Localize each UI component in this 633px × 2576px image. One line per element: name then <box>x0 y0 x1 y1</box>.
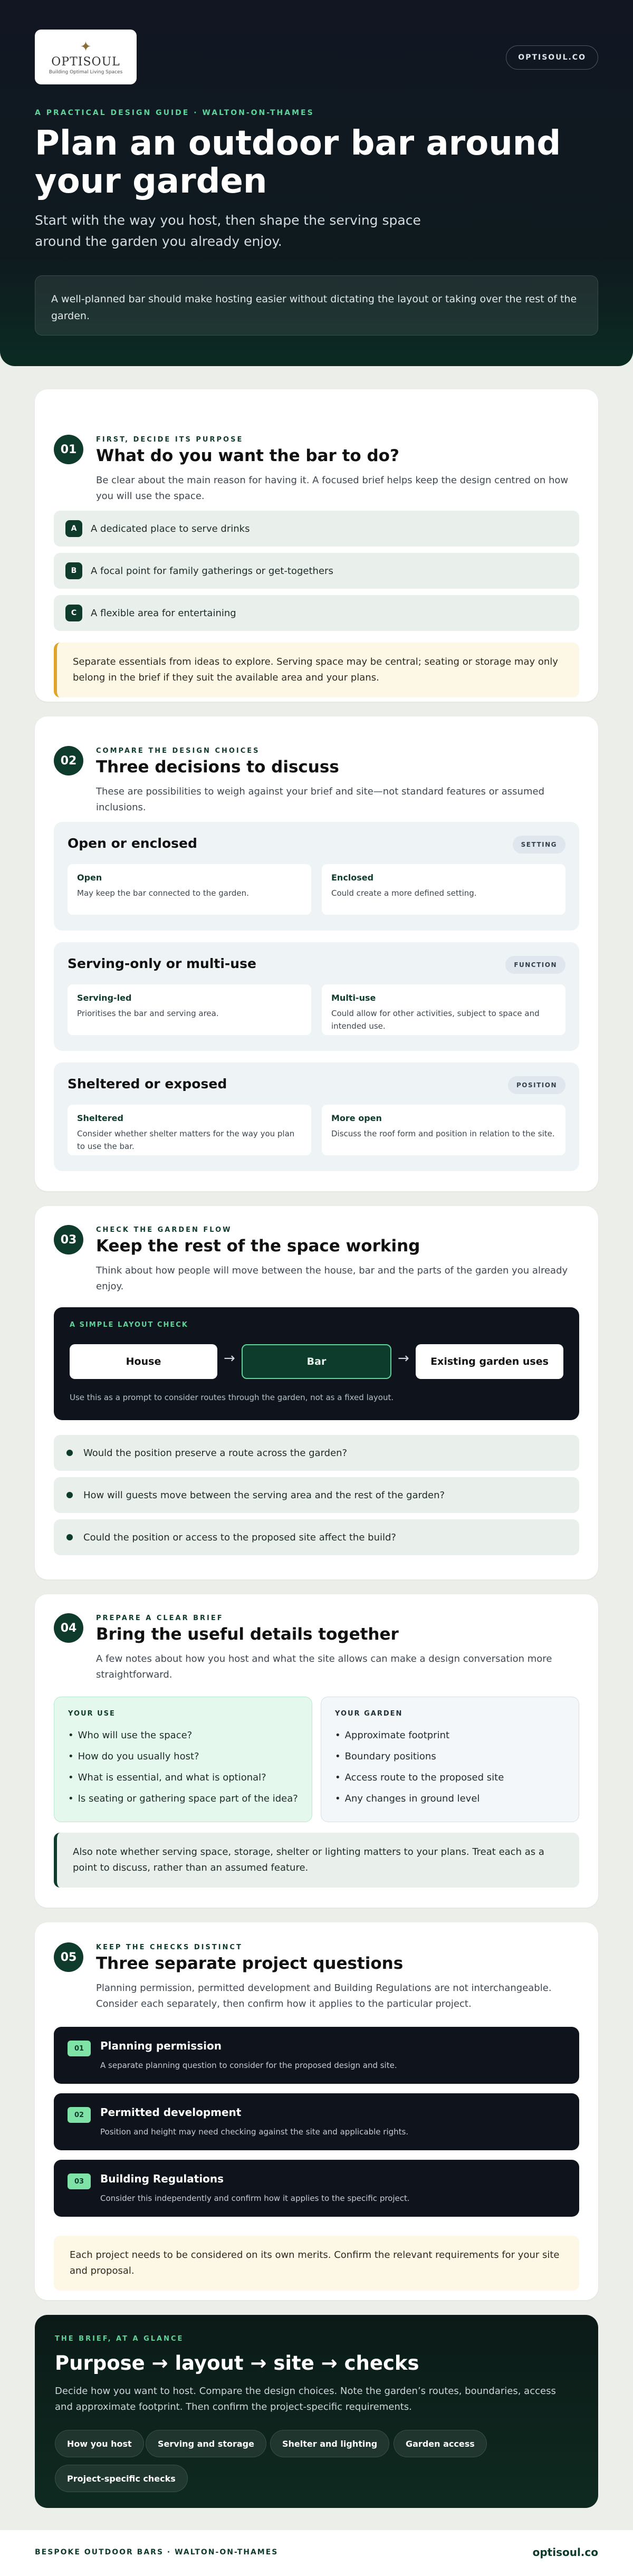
option-heading: Multi-use <box>331 993 376 1003</box>
decision-card <box>54 1062 579 1171</box>
question-card <box>54 2093 579 2150</box>
section-project-questions <box>35 1922 598 2300</box>
option-text: Could create a more defined setting. <box>331 888 477 898</box>
list-item: • Is seating or gathering space part of the idea? <box>68 1788 298 1809</box>
list-item: • Boundary positions <box>335 1746 565 1767</box>
decision-option <box>322 1105 565 1155</box>
decision-card <box>54 822 579 931</box>
decision-title: Open or enclosed <box>68 836 197 851</box>
option-label: A flexible area for entertaining <box>91 607 236 619</box>
glance-text: Decide how you want to host. Compare the design choices. Note the garden’s routes, boundaries, access and approximate footprint. Then confirm the project-specific requirements. <box>55 2386 556 2412</box>
question-text: Position and height may need checking against the site and applicable rights. <box>100 2127 409 2137</box>
callout-note: Each project needs to be considered on its own merits. Confirm the relevant requirements for your site and proposal. <box>54 2236 579 2291</box>
bullet-icon <box>66 1492 73 1498</box>
option-heading: Open <box>77 873 102 883</box>
decision-tag: POSITION <box>508 1076 565 1094</box>
list-item: • What is essential, and what is optional? <box>68 1767 298 1788</box>
brief-at-a-glance <box>35 2315 598 2508</box>
list-item: • How do you usually host? <box>68 1746 298 1767</box>
hero-kicker: A PRACTICAL DESIGN GUIDE · WALTON-ON-THAMES <box>35 109 314 117</box>
brief-columns <box>54 1697 579 1822</box>
decision-title: Serving-only or multi-use <box>68 956 256 971</box>
brand-logo[interactable] <box>35 30 137 84</box>
brand-name: OPTISOUL <box>51 55 120 69</box>
layout-check-note: Use this as a prompt to consider routes through the garden, not as a fixed layout. <box>70 1393 394 1402</box>
check-text: Could the position or access to the proposed site affect the build? <box>83 1531 396 1543</box>
list-item: • Who will use the space? <box>68 1725 298 1746</box>
section-title: Keep the rest of the space working <box>96 1237 420 1256</box>
your-garden-panel <box>321 1697 579 1822</box>
section-lead: Be clear about the main reason for having it. A focused brief helps keep the design centred on how you will use the space. <box>96 475 569 502</box>
section-lead: A few notes about how you host and what the site allows can make a design conversation more straightforward. <box>96 1653 552 1680</box>
list-item: • Approximate footprint <box>335 1725 565 1746</box>
section-lead: Planning permission, permitted development and Building Regulations are not interchangeable. Consider each separately, then confirm how it applies to the particular project. <box>96 1983 552 2009</box>
bullet-icon <box>66 1534 73 1540</box>
decision-option <box>322 864 565 915</box>
question-number: 02 <box>68 2107 91 2123</box>
question-text: Consider this independently and confirm how it applies to the specific project. <box>100 2194 410 2203</box>
decision-card <box>54 942 579 1051</box>
section-decisions <box>35 716 598 1191</box>
section-brief <box>35 1594 598 1908</box>
list-item: • Access route to the proposed site <box>335 1767 565 1788</box>
flow-step-house: House <box>70 1344 217 1379</box>
check-text: Would the position preserve a route across the garden? <box>83 1447 348 1459</box>
section-title: What do you want the bar to do? <box>96 446 399 465</box>
option-label: A focal point for family gatherings or get-togethers <box>91 565 333 577</box>
list-item <box>54 1435 579 1471</box>
list-item <box>54 1477 579 1513</box>
star-icon: ✦ <box>80 39 92 55</box>
footer-tagline: BESPOKE OUTDOOR BARS · WALTON-ON-THAMES <box>35 2548 279 2556</box>
section-number: 02 <box>54 746 83 775</box>
your-use-panel <box>54 1697 312 1822</box>
question-number: 03 <box>68 2173 91 2189</box>
hero-subtitle: Start with the way you host, then shape the serving space around the garden you already enjoy. <box>35 213 421 249</box>
glance-kicker: THE BRIEF, AT A GLANCE <box>55 2335 184 2343</box>
option-text: Prioritises the bar and serving area. <box>77 1009 219 1018</box>
section-garden-flow <box>35 1206 598 1579</box>
site-link-button[interactable]: OPTISOUL.CO <box>506 45 598 70</box>
option-heading: Serving-led <box>77 993 132 1003</box>
arrow-right-icon: → <box>224 1351 235 1366</box>
panel-heading: YOUR USE <box>68 1710 116 1718</box>
section-purpose <box>35 389 598 702</box>
option-text: Consider whether shelter matters for the way you plan to use the bar. <box>77 1129 295 1151</box>
decision-tag: SETTING <box>513 836 565 854</box>
topic-chip: Shelter and lighting <box>270 2430 389 2457</box>
section-kicker: FIRST, DECIDE ITS PURPOSE <box>96 436 244 444</box>
hero-note: A well-planned bar should make hosting easier without dictating the layout or taking over the rest of the garden. <box>35 275 598 336</box>
question-title: Planning permission <box>100 2039 222 2052</box>
panel-heading: YOUR GARDEN <box>335 1710 403 1718</box>
option-text: May keep the bar connected to the garden. <box>77 888 249 898</box>
topic-chip: Project-specific checks <box>55 2465 188 2492</box>
section-lead: Think about how people will move between the house, bar and the parts of the garden you already enjoy. <box>96 1265 568 1292</box>
topic-chip: How you host <box>55 2430 144 2457</box>
topic-chip: Serving and storage <box>146 2430 266 2457</box>
flow-step-garden: Existing garden uses <box>416 1344 563 1379</box>
bullet-icon <box>66 1450 73 1456</box>
footer-site-link[interactable]: optisoul.co <box>532 2546 598 2559</box>
section-kicker: COMPARE THE DESIGN CHOICES <box>96 747 260 755</box>
decision-option <box>68 864 311 915</box>
callout-note: Also note whether serving space, storage, shelter or lighting matters to your plans. Treat each as a point to discuss, rather than an assumed feature. <box>54 1833 579 1888</box>
layout-check-kicker: A SIMPLE LAYOUT CHECK <box>70 1321 188 1329</box>
topic-chip: Garden access <box>394 2430 487 2457</box>
page-footer <box>0 2530 633 2576</box>
callout-note: Separate essentials from ideas to explore. Serving space may be central; seating or storage may only belong in the brief if they suit the available area and your plans. <box>54 643 579 697</box>
section-kicker: CHECK THE GARDEN FLOW <box>96 1226 232 1234</box>
decision-option <box>322 984 565 1035</box>
section-kicker: KEEP THE CHECKS DISTINCT <box>96 1943 243 1951</box>
section-number: 03 <box>54 1225 83 1255</box>
decision-tag: FUNCTION <box>505 956 565 974</box>
option-badge: B <box>65 562 82 579</box>
question-title: Permitted development <box>100 2106 242 2119</box>
option-heading: Sheltered <box>77 1113 123 1123</box>
flow-step-bar: Bar <box>242 1344 391 1379</box>
section-title: Three decisions to discuss <box>96 758 339 777</box>
glance-title: Purpose → layout → site → checks <box>55 2352 419 2374</box>
list-item <box>54 553 579 589</box>
list-item <box>54 595 579 631</box>
section-lead: These are possibilities to weigh against your brief and site—not standard features or assumed inclusions. <box>96 786 544 813</box>
layout-check-diagram <box>54 1307 579 1420</box>
question-card <box>54 2027 579 2084</box>
decision-title: Sheltered or exposed <box>68 1076 227 1091</box>
question-text: A separate planning question to consider for the proposed design and site. <box>100 2061 397 2070</box>
section-kicker: PREPARE A CLEAR BRIEF <box>96 1614 224 1622</box>
section-number: 01 <box>54 435 83 464</box>
question-title: Building Regulations <box>100 2172 224 2185</box>
question-number: 01 <box>68 2041 91 2056</box>
section-number: 05 <box>54 1942 83 1972</box>
list-item <box>54 1519 579 1555</box>
brand-tagline: Building Optimal Living Spaces <box>49 69 123 75</box>
option-heading: More open <box>331 1113 382 1123</box>
option-heading: Enclosed <box>331 873 374 883</box>
question-card <box>54 2160 579 2217</box>
list-item <box>54 511 579 547</box>
list-item: • Any changes in ground level <box>335 1788 565 1809</box>
section-title: Bring the useful details together <box>96 1625 399 1644</box>
option-badge: A <box>65 520 82 537</box>
decision-option <box>68 1105 311 1155</box>
decision-option <box>68 984 311 1035</box>
page-title: Plan an outdoor bar around your garden <box>35 124 561 201</box>
option-text: Could allow for other activities, subject to space and intended use. <box>331 1009 540 1031</box>
arrow-right-icon: → <box>398 1351 409 1366</box>
check-text: How will guests move between the serving area and the rest of the garden? <box>83 1489 445 1501</box>
hero-header <box>0 0 633 366</box>
option-text: Discuss the roof form and position in relation to the site. <box>331 1129 555 1138</box>
option-badge: C <box>65 605 82 621</box>
section-title: Three separate project questions <box>96 1954 404 1973</box>
section-number: 04 <box>54 1613 83 1643</box>
option-label: A dedicated place to serve drinks <box>91 523 250 534</box>
